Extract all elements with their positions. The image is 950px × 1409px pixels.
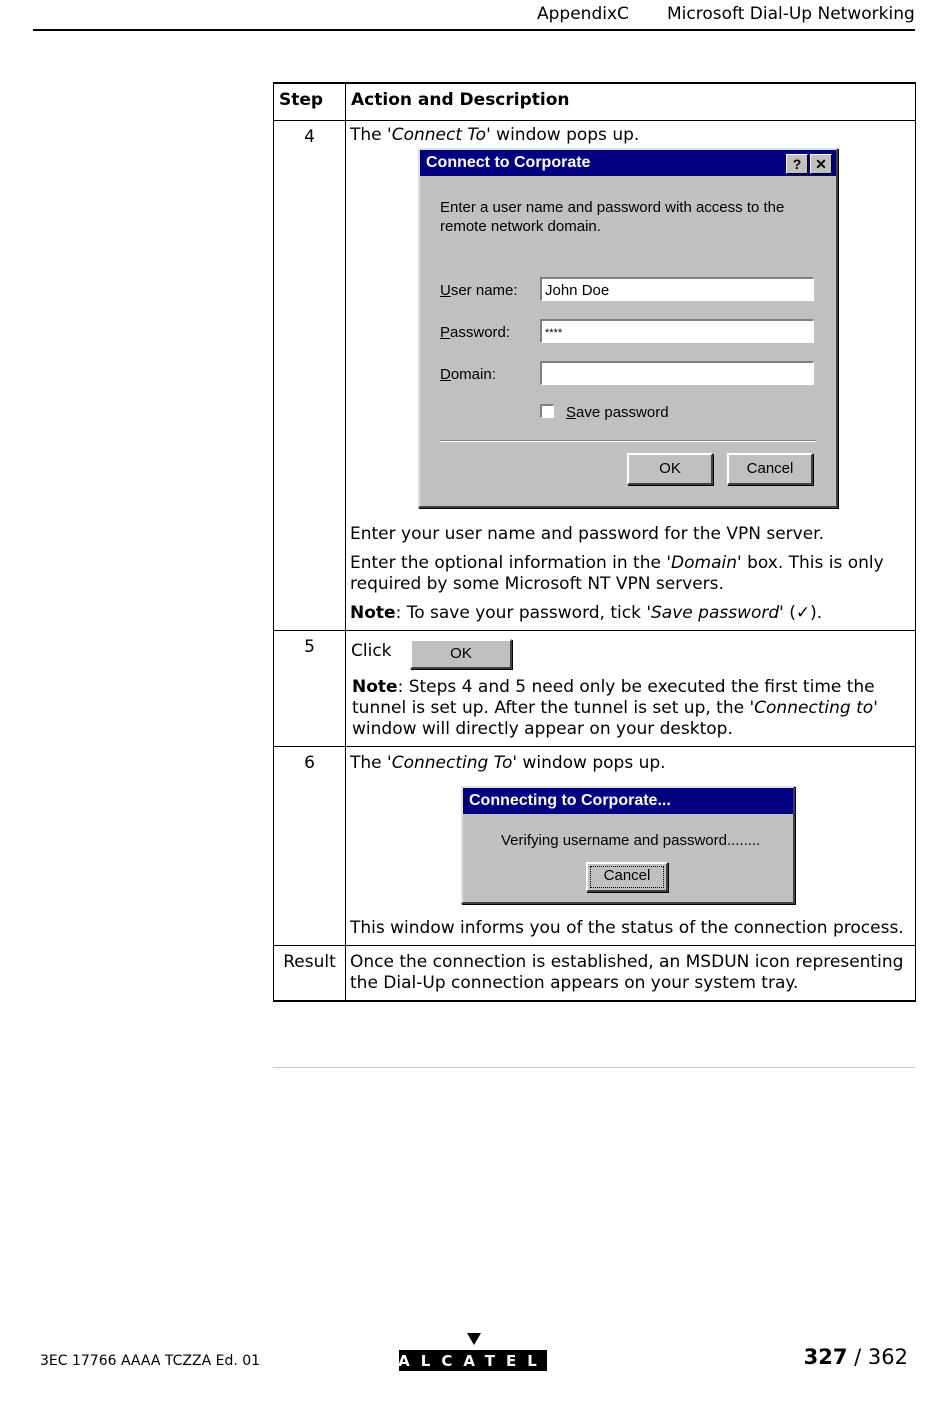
click-line [350, 639, 911, 677]
table-header-row [274, 83, 916, 121]
step-intro: The 'Connecting To' window pops up. [350, 753, 666, 773]
table-row-step-5 [274, 631, 916, 747]
step-description [346, 946, 916, 1002]
save-password-checkbox[interactable] [540, 404, 554, 418]
ok-button-inline[interactable]: OK [410, 639, 512, 669]
dialog-titlebar [463, 788, 793, 814]
click-text: Click [351, 641, 392, 661]
domain-label: Domain: [440, 366, 496, 383]
step-line-1: Enter your user name and password for the VPN server. [350, 524, 824, 544]
step-description [346, 747, 916, 946]
help-icon[interactable]: ? [786, 154, 808, 174]
col-action-header: Action and Description [346, 83, 916, 121]
ok-button[interactable]: OK [627, 453, 713, 485]
password-input[interactable]: **** [540, 319, 814, 343]
header-rule [33, 29, 915, 31]
steps-table [273, 82, 916, 1002]
step-intro: The 'Connect To' window pops up. [350, 125, 640, 145]
table-row-step-6 [274, 747, 916, 946]
step-description [346, 631, 916, 747]
header-title: Microsoft Dial-Up Networking [667, 4, 915, 24]
connecting-dialog [461, 786, 795, 904]
close-icon[interactable]: ✕ [810, 154, 832, 174]
dialog-title: Connecting to Corporate... [469, 792, 671, 809]
step-note: Note: To save your password, tick 'Save password' (✓). [350, 603, 823, 623]
password-label: Password: [440, 324, 511, 341]
step-note: Note: Steps 4 and 5 need only be executed the first time the tunnel is set up. After the tunnel is set up, the 'Connecting to' window will directly appear on your desktop. [352, 677, 878, 739]
step-description [346, 121, 916, 631]
page-number: 327 / 362 [803, 1345, 908, 1369]
save-password-label[interactable]: Save password [566, 404, 669, 421]
table-row-step-4 [274, 121, 916, 631]
connecting-status: Verifying username and password........ [501, 832, 761, 849]
step-line-1: This window informs you of the status of the connection process. [350, 918, 904, 938]
svg-text:ALCATEL: ALCATEL [399, 1352, 547, 1370]
step-number: 4 [274, 121, 346, 631]
dialog-prompt: Enter a user name and password with access to the remote network domain. [440, 199, 785, 235]
step-number: 6 [274, 747, 346, 946]
user-name-input[interactable]: John Doe [540, 277, 814, 301]
step-number: Result [274, 946, 346, 1002]
cancel-button[interactable]: Cancel [727, 453, 813, 485]
dialog-title: Connect to Corporate [426, 154, 591, 171]
alcatel-logo [399, 1333, 547, 1371]
col-step-header: Step [274, 83, 346, 121]
step-number: 5 [274, 631, 346, 747]
cancel-button[interactable]: Cancel [586, 862, 668, 892]
doc-id: 3EC 17766 AAAA TCZZA Ed. 01 [40, 1353, 261, 1369]
result-text: Once the connection is established, an MSDUN icon representing the Dial-Up connection appears on your system tray. [350, 952, 904, 993]
domain-input[interactable] [540, 361, 814, 385]
header-section: AppendixC [537, 4, 629, 24]
footer-rule [273, 1067, 916, 1068]
connect-dialog [418, 148, 838, 508]
table-row-result [274, 946, 916, 1002]
dialog-separator [440, 440, 816, 442]
dialog-titlebar [420, 150, 836, 176]
step-line-2: Enter the optional information in the 'Domain' box. This is only required by some Microsoft NT VPN servers. [350, 553, 884, 594]
user-name-label: User name: [440, 282, 518, 299]
